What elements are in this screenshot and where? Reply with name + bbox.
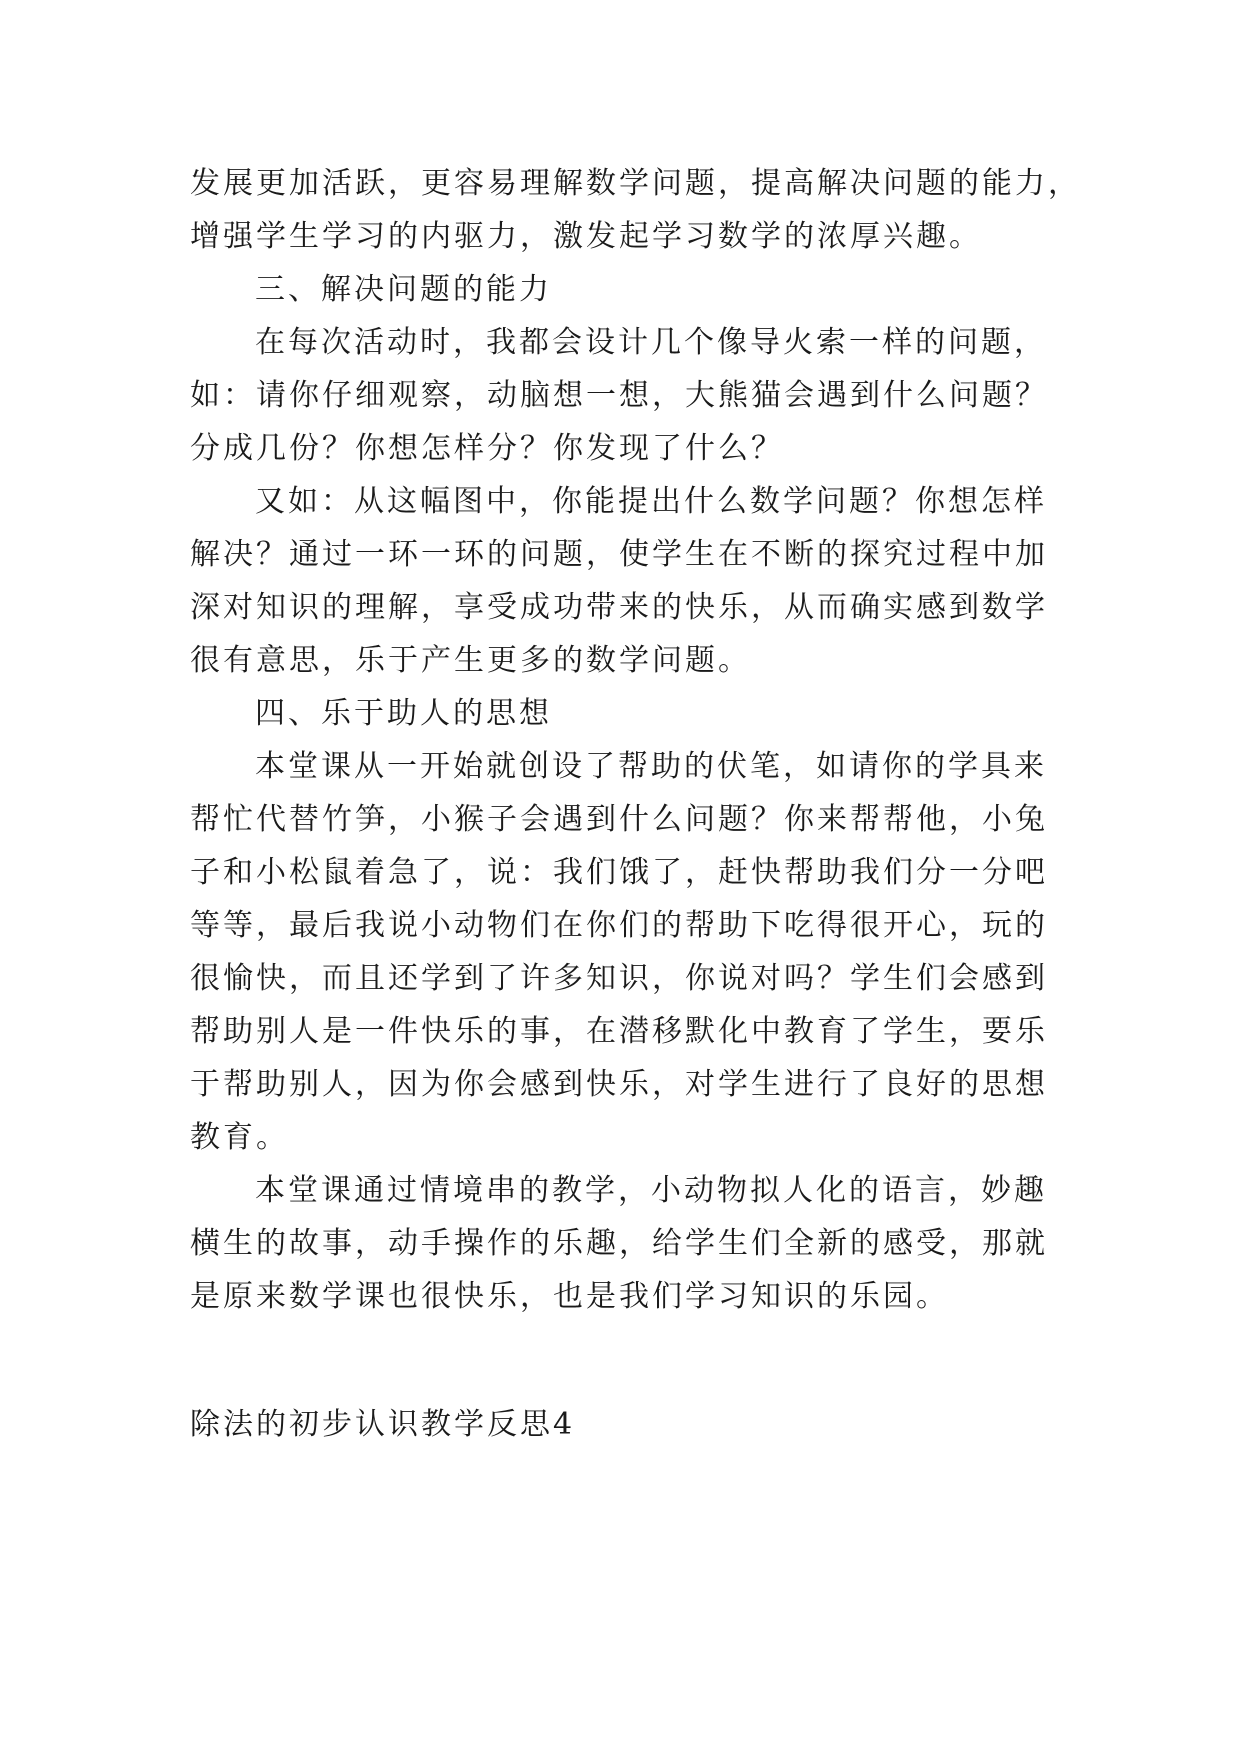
text-line: 增强学生学习的内驱力，激发起学习数学的浓厚兴趣。 — [190, 219, 982, 254]
text-line: 于帮助别人，因为你会感到快乐，对学生进行了良好的思想 — [190, 1067, 1048, 1102]
text-line: 发展更加活跃，更容易理解数学问题，提高解决问题的能力， — [190, 166, 1081, 201]
text-line: 如：请你仔细观察，动脑想一想，大熊猫会遇到什么问题？ — [190, 378, 1048, 413]
text-line: 帮助别人是一件快乐的事，在潜移默化中教育了学生，要乐 — [190, 1014, 1048, 1049]
text-line: 分成几份？你想怎样分？你发现了什么？ — [190, 431, 784, 466]
text-line: 解决？通过一环一环的问题，使学生在不断的探究过程中加 — [190, 537, 1048, 572]
text-line: 在每次活动时，我都会设计几个像导火索一样的问题， — [255, 325, 1047, 360]
section-heading: 四、乐于助人的思想 — [255, 696, 552, 731]
text-line: 横生的故事，动手操作的乐趣，给学生们全新的感受，那就 — [190, 1226, 1048, 1261]
text-line: 很愉快，而且还学到了许多知识，你说对吗？学生们会感到 — [190, 961, 1048, 996]
text-line: 等等，最后我说小动物们在你们的帮助下吃得很开心，玩的 — [190, 908, 1048, 943]
text-line: 子和小松鼠着急了，说：我们饿了，赶快帮助我们分一分吧 — [190, 855, 1048, 890]
text-line: 很有意思，乐于产生更多的数学问题。 — [190, 643, 751, 678]
text-line: 本堂课从一开始就创设了帮助的伏笔，如请你的学具来 — [255, 749, 1047, 784]
text-line: 又如：从这幅图中，你能提出什么数学问题？你想怎样 — [255, 484, 1047, 519]
article-title: 除法的初步认识教学反思4 — [190, 1407, 576, 1442]
text-line: 帮忙代替竹笋，小猴子会遇到什么问题？你来帮帮他，小兔 — [190, 802, 1048, 837]
text-line: 本堂课通过情境串的教学，小动物拟人化的语言，妙趣 — [255, 1173, 1047, 1208]
text-line: 教育。 — [190, 1120, 289, 1155]
text-line: 是原来数学课也很快乐，也是我们学习知识的乐园。 — [190, 1279, 949, 1314]
section-heading: 三、解决问题的能力 — [255, 272, 552, 307]
text-line: 深对知识的理解，享受成功带来的快乐，从而确实感到数学 — [190, 590, 1048, 625]
